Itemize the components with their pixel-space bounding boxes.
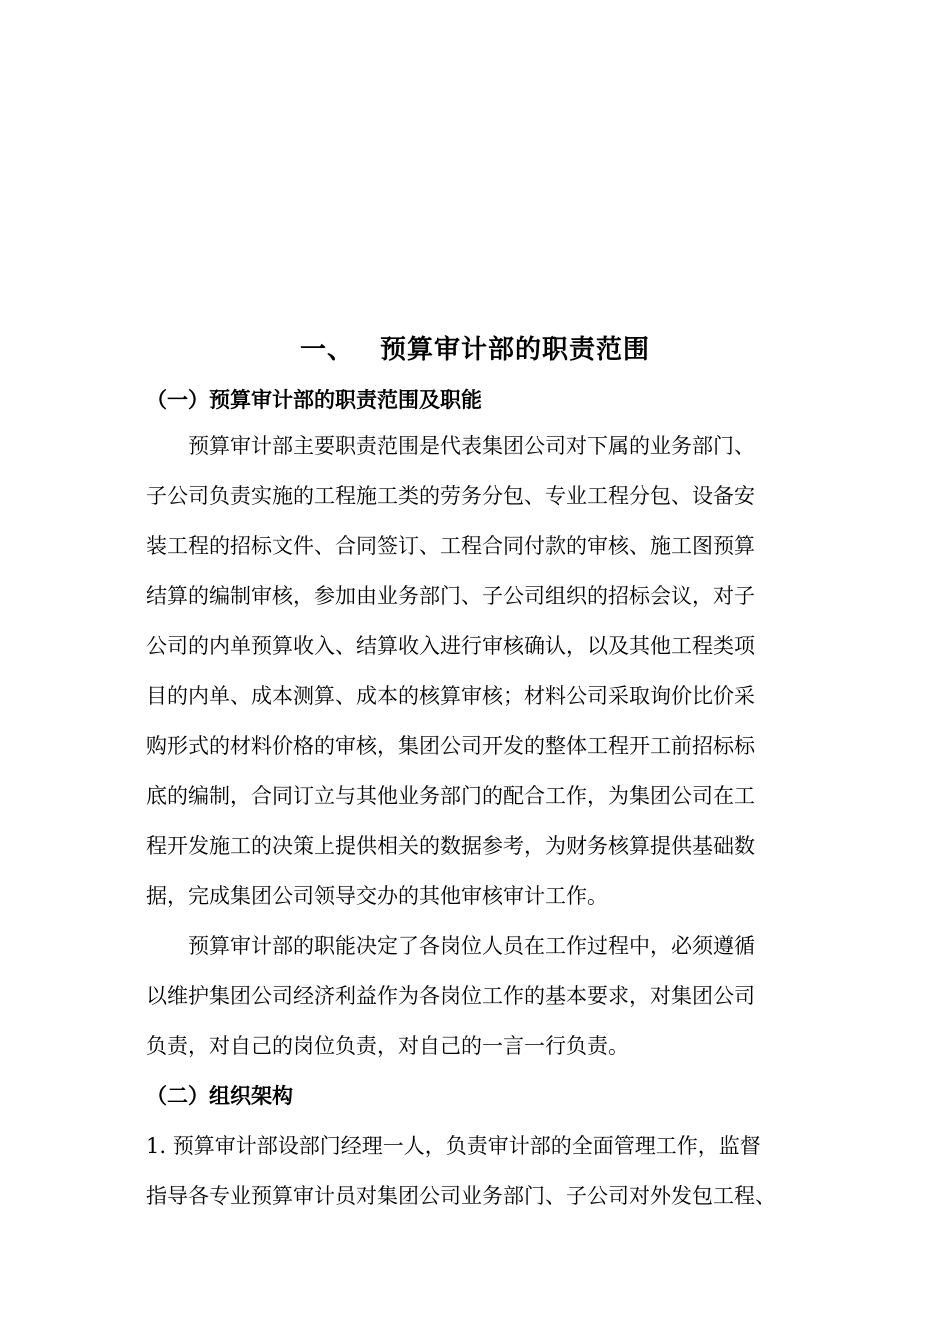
paragraph-line: 子公司负责实施的工程施工类的劳务分包、专业工程分包、设备安 [146,484,755,508]
title-text: 预算审计部的职责范围 [380,335,651,365]
paragraph-line: 结算的编制审核，参加由业务部门、子公司组织的招标会议，对子 [146,584,755,608]
page-title [0,330,950,370]
paragraph-line: 购形式的材料价格的审核，集团公司开发的整体工程开工前招标标 [146,734,755,758]
paragraph-line: 底的编制，合同订立与其他业务部门的配合工作，为集团公司在工 [146,784,755,808]
paragraph-line: 程开发施工的决策上提供相关的数据参考，为财务核算提供基础数 [146,834,755,858]
section-heading-1: （一）预算审计部的职责范围及职能 [146,387,482,412]
title-number: 一、 [299,335,354,365]
paragraph-line: 以维护集团公司经济利益作为各岗位工作的基本要求，对集团公司 [146,984,755,1008]
paragraph-line: 预算审计部主要职责范围是代表集团公司对下属的业务部门、 [188,434,755,458]
paragraph-line: 预算审计部的职能决定了各岗位人员在工作过程中，必须遵循 [188,934,755,958]
paragraph-line: 负责，对自己的岗位负责，对自己的一言一行负责。 [146,1034,629,1058]
paragraph-line: 装工程的招标文件、合同签订、工程合同付款的审核、施工图预算 [146,534,755,558]
paragraph-line: 1. 预算审计部设部门经理一人，负责审计部的全面管理工作，监督 [146,1134,761,1158]
section-heading-2: （二）组织架构 [146,1083,293,1108]
paragraph-line: 指导各专业预算审计员对集团公司业务部门、子公司对外发包工程、 [146,1184,776,1208]
paragraph-line: 据，完成集团公司领导交办的其他审核审计工作。 [146,884,608,908]
paragraph-line: 目的内单、成本测算、成本的核算审核；材料公司采取询价比价采 [146,684,755,708]
paragraph-line: 公司的内单预算收入、结算收入进行审核确认，以及其他工程类项 [146,634,755,658]
